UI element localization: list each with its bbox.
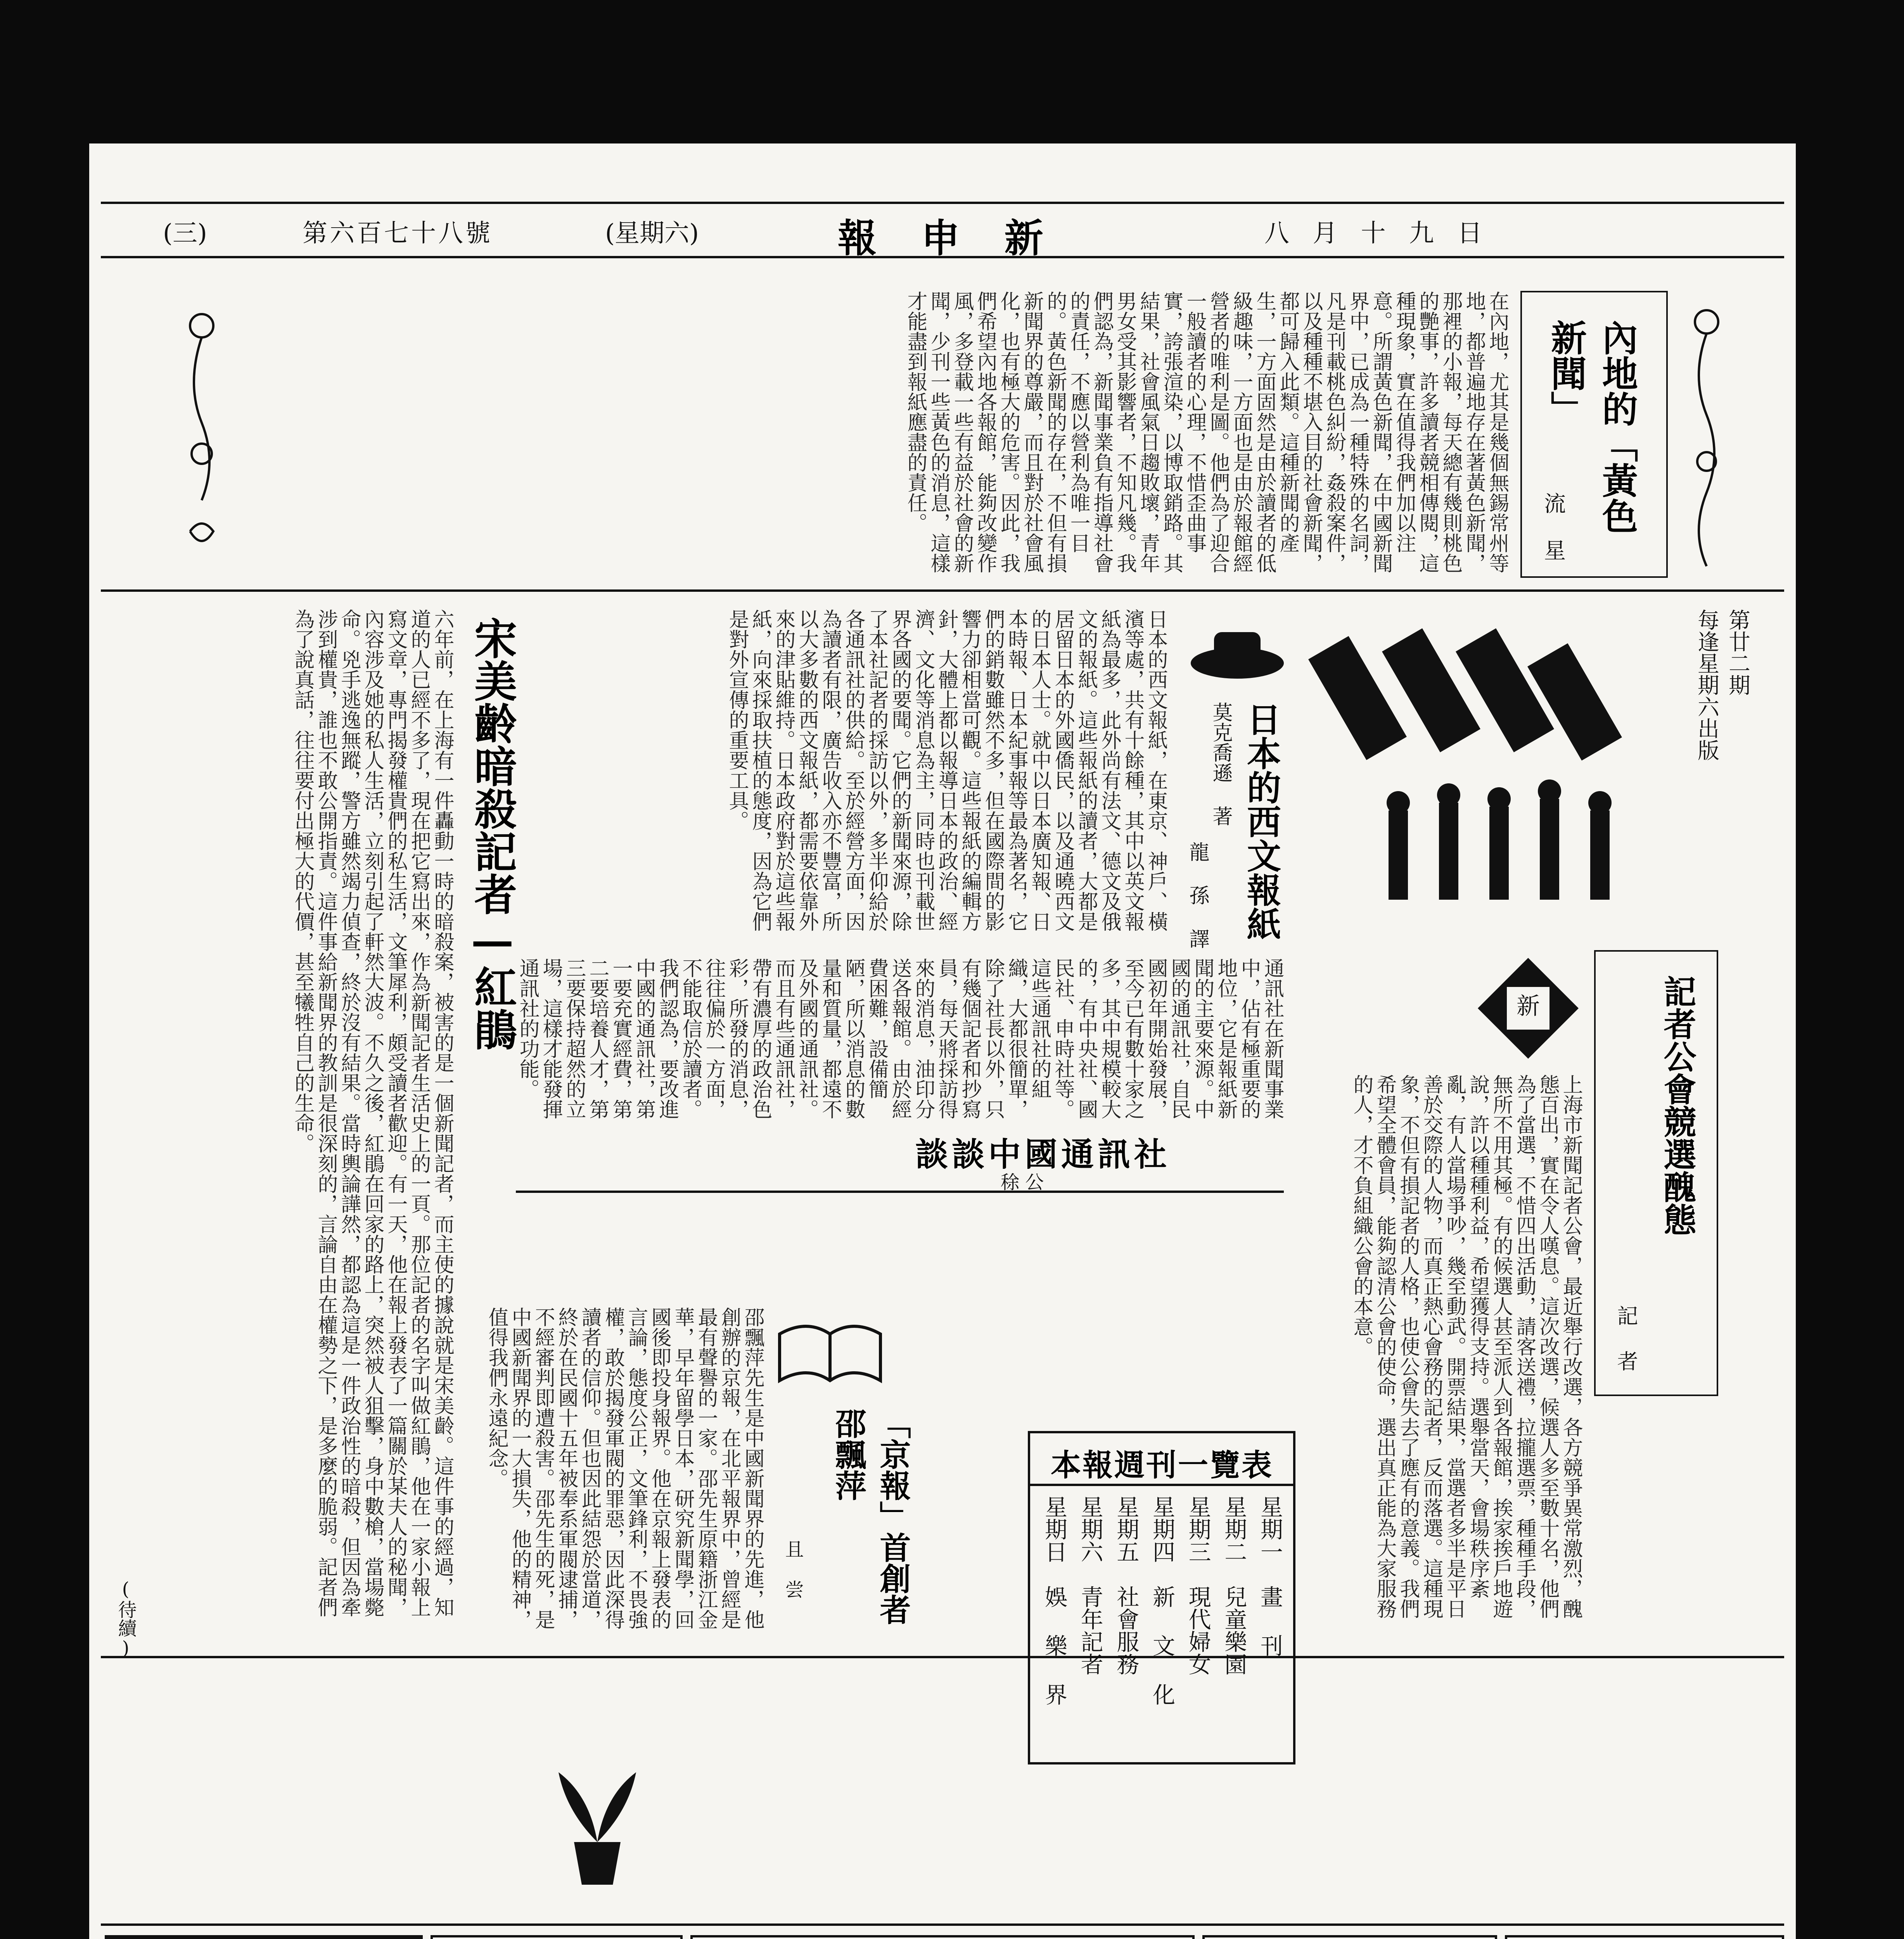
article6-title: 「京報」首創者邵飄萍 (830, 1408, 911, 1625)
continuation-text (632, 1664, 1020, 1912)
article-headline-box (1520, 291, 1668, 578)
article6-author: 且 尝 (782, 1540, 804, 1599)
article4-title: 記者公會競選醜態 (1658, 975, 1697, 1236)
schedule-row: 星期日 娛 樂 界 (1041, 1495, 1067, 1706)
article1-title: 內地的「黃色新聞」 (1545, 320, 1638, 534)
equipment-ad (1505, 1935, 1784, 1939)
article5-author: 稌 公 (1001, 1172, 1044, 1193)
paper-name: 報 申 新 (838, 215, 1059, 261)
article2-title: 日本的西文報紙 (1242, 702, 1282, 941)
article6-body: 邵飄萍先生是中國新聞界的先進，他創辦的京報，在北平報界中，曾經是最有聲譽的一家。邵先生原籍浙江金華，早年留學日本，研究新聞學，回國後即投身報界。他在京報上發表的言論，態度公正，文筆鋒利，不畏強權，敢於揭發軍閥的罪惡，因此深得讀者的信仰。但也因此結怨於當道，終於在民國十五年被奉系軍閥逮捕，不經審判即遭殺害。邵先生的死，是中國新聞界的一大損失，他的精神，值得我們永遠紀念。 (485, 1307, 764, 1630)
weekday: (星期六) (605, 219, 699, 248)
article2-author: 莫克喬遜 著 (1209, 702, 1232, 826)
article4-body-cont (1594, 1408, 1780, 1637)
schedule-row: 星期五 社會服務 (1113, 1495, 1140, 1675)
transport-ad (1202, 1935, 1497, 1939)
article4-body: 上海市新聞記者公會，最近舉行改選，各方競爭異常激烈，醜態百出，實在令人嘆息。這次改選，候選人多至數十名，他們為了當選，不惜四出活動，請客送禮，拉攏選票，種種手段，無所不用其極。有的候選人甚至派人到各報館，挨家挨戶地遊說，許以種種利益，希望獲得支持。選舉當天，會場秩序紊亂，有人當場爭吵，幾至動武。開票結果，當選者多半是平日善於交際的人物，而真正熱心會務的記者，反而落選。這種現象，不但有損記者的人格，也使公會失去了應有的意義。我們希望全體會員，能夠認清公會的使命，選出真正能為大家服務的人，才不負組織公會的本意。 (1350, 1074, 1582, 1619)
hat-icon (1183, 609, 1292, 686)
weekly-title-art (1311, 617, 1652, 911)
weekly-series: 第廿二期 (1725, 609, 1750, 696)
weekly-header (1303, 601, 1765, 935)
page-number: (三) (163, 219, 207, 248)
article4-author: 記 者 (1614, 1305, 1638, 1371)
article2-body: 日本的西文報紙，在東京、神戶、橫濱等處，共有十餘種，其中以英文報紙為最多，此外尚有法文、德文及俄文的報紙。這些報紙的讀者，大都是居留日本的外國僑民，以及通曉西文的日本人士。就中以日本廣知報、日本時報、日本紀事報等最為著名，它們的銷數雖然不多，但在國際間的影響力卻相當可觀。這些報紙的編輯方針，大體上都以報導日本的政治、經濟、文化等消息為主，同時也刊載世界各國的要聞。它們的新聞來源，除了本社記者的採訪以外，多半仰給於各通訊社的供給。至於經營方面，因為讀者有限，廣告收入亦不豐富，所以大多數的西文報紙，都需要依靠外來的津貼維持。日本政府對於這些報紙，向來採取扶植的態度，因為它們是對外宣傳的重要工具。 (725, 609, 1167, 931)
schedule-row: 星期一 畫 刊 (1256, 1495, 1283, 1657)
schedule-row: 星期二 兒童樂園 (1221, 1495, 1247, 1675)
schedule-rows (1038, 1495, 1286, 1747)
theatre-name (107, 1937, 420, 1939)
potted-plant-icon (535, 1749, 659, 1889)
schedule-box (1028, 1431, 1295, 1764)
open-book-icon (772, 1311, 888, 1396)
schedule-row: 星期四 新 文 化 (1148, 1495, 1175, 1706)
masthead (101, 202, 1784, 260)
issue-number: 第六百七十八號 (303, 219, 493, 248)
article5-title: 談談中國通訊社 (915, 1135, 1171, 1173)
newspaper-page (89, 143, 1796, 1939)
continuation-text-3 (1303, 1664, 1784, 1912)
issue-date: 八 月 十 九 日 (1264, 219, 1490, 248)
article2-translator: 龍 孫 譯 (1186, 842, 1209, 949)
article3-title: 宋美齡暗殺記者—紅鵑 (467, 617, 517, 1051)
weekly-schedule: 每逢星期六出版 (1694, 609, 1719, 761)
schedule-row: 星期六 青年記者 (1077, 1495, 1103, 1675)
flower-ornament-icon (1683, 299, 1730, 570)
safe-ad (690, 1935, 1195, 1939)
news-history-emblem (1470, 950, 1586, 1066)
svg-text:新: 新 (1517, 993, 1540, 1020)
flower-ornament-left-icon (178, 299, 225, 570)
article1-body: 在內地，尤其是幾個無錫常州等地，都普遍地存在著黃色新聞，那裡的小報，每天總有幾則桃色的艷事，許多讀者競相傳閱，這種現象，實在值得我們加以注意。所謂黃色新聞，在中國新聞界中，已成為一種特殊的名詞，凡是刊載桃色糾紛，姦殺案件，以及種種不堪入目的社會新聞，都可歸入此類。這種新聞的產生，一方面固然是由於讀者的低級趣味，一方面也是由於報館經營者的唯利是圖。他們為了迎合一般讀者的心理，不惜歪曲事實，誇張渲染，以博取銷路。其結果，社會風氣日趨敗壞，青年男女受其影響者，不知凡幾。我們認為，新聞事業負有指導社會的責任，不應以營利為唯一目的。黃色新聞的存在，不但有損新聞界的尊嚴，而且對於社會風化，也有極大的危害。因此，我們希望內地各報館，能夠改變作風，多登載一些有益於社會的新聞，少刊一些黃色的消息，這樣才能盡到報紙應盡的責任。 (904, 291, 1509, 573)
medicine-ad (431, 1935, 683, 1939)
article3-end-mark: (待續) (115, 1578, 137, 1659)
article1-author: 流 星 (1541, 492, 1566, 561)
article4-headline-box (1594, 950, 1718, 1396)
schedule-title: 本報週刊一覽表 (1050, 1448, 1273, 1483)
schedule-row: 星期三 現代婦女 (1185, 1495, 1211, 1675)
article5-body: 通訊社在新聞事業中，佔有極重要的地位，它是報紙新聞的主要來源。中國的通訊社，自民國初年開始發展，至今已有數十家之多，其中規模較大的，有中央社、國民社、申時社等。這些通訊社的組織，大都很簡單，除了社長以外，只有幾個記者和抄寫員，每天將採訪得來的消息，油印分送各報館。由於經費困難，設備簡陋，所以消息的數量和質量，都遠不及外國的通訊社。而且有些通訊社，帶有濃厚的政治色彩，所發的消息，往往偏於一方面，不能取信於讀者。我們認為，要改進中國的通訊社，第一要充實經費，第二要培養人才，第三要保持超然的立場，這樣才能發揮通訊社的功能。 (516, 958, 1284, 1119)
theatre-ad (105, 1935, 423, 1939)
article3-body: 六年前，在上海有一件轟動一時的暗殺案，被害的是一個新聞記者，而主使的據說就是宋美齡。這件事的經過，知道的人已經不多了，現在把它寫出來，作為新聞記者生活史上的一頁。那位記者的名字叫做紅鵑，他在一家小報上寫文章，專門揭發權貴們的私生活，文筆犀利，頗受讀者歡迎。有一天，他在報上發表了一篇關於某夫人的秘聞，內容涉及她的私人生活，立刻引起了軒然大波。不久之後，紅鵑在回家的路上，突然被人狙擊，身中數槍，當場斃命。兇手逃逸無蹤，警方雖然竭力偵查，終於沒有結果。當時輿論譁然，都認為這是一件政治性的暗殺，但因為牽涉到權貴，誰也不敢公開指責。這件事給新聞界的教訓是很深刻的，言論自由在權勢之下，是多麼的脆弱。記者們為了說真話，往往要付出極大的代價，甚至犧牲自己的生命。 (291, 609, 454, 1617)
